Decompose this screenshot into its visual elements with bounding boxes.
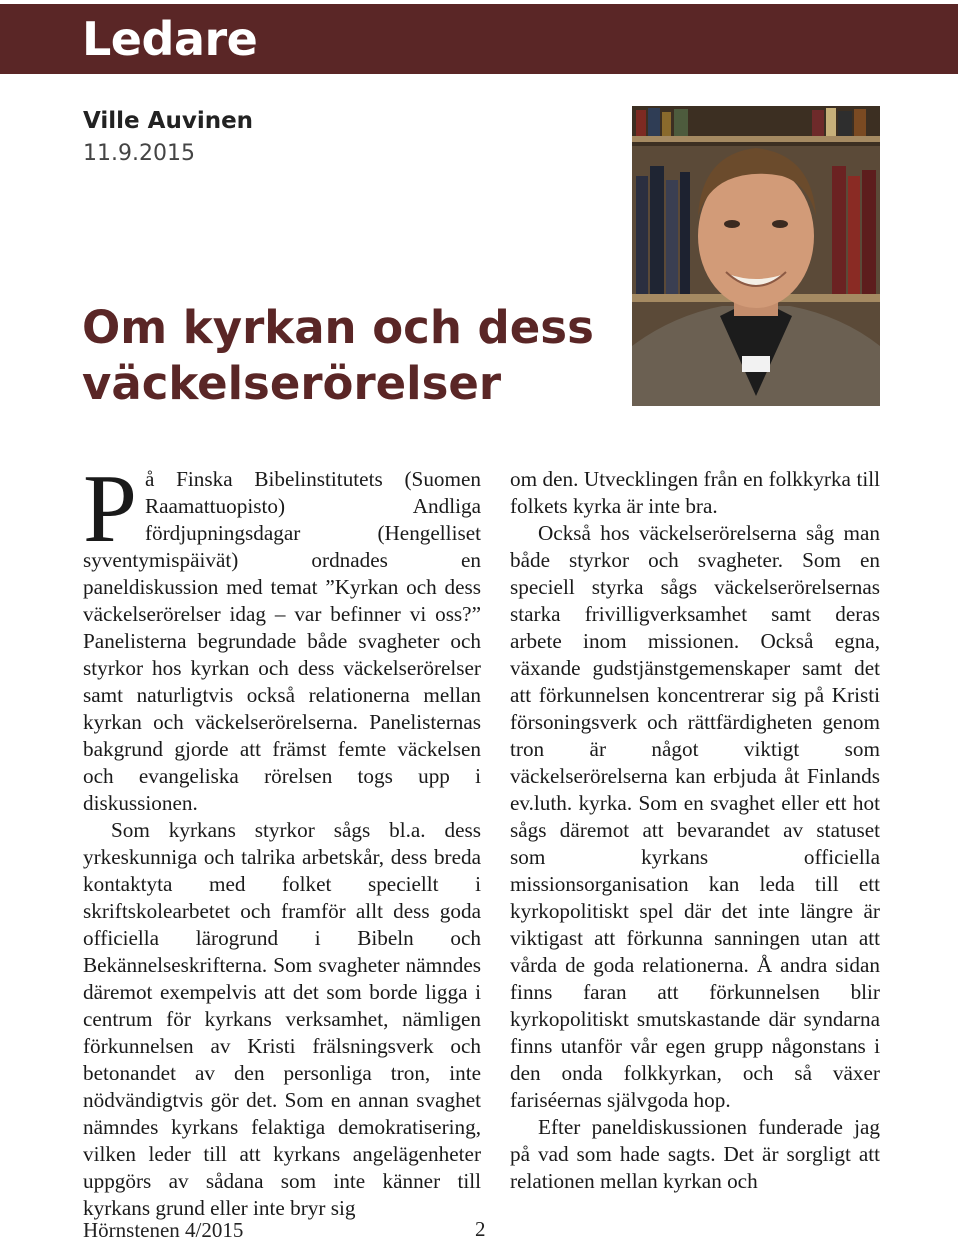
article-column-left [83,455,481,1222]
article-column-right [510,466,880,1195]
publish-date: 11.9.2015 [83,141,195,166]
article-headline [82,300,602,412]
section-title: Ledare [82,12,258,66]
body-paragraph: om den. Utvecklingen från en folkkyrka till folkets kyrka är inte bra. [510,467,880,518]
author-name: Ville Auvinen [83,108,254,134]
body-paragraph: Som kyrkans styrkor sågs bl.a. dess yrkeskunniga och talrika arbetskår, dess breda kontaktyta med folket speciellt i skriftskolearbetet och framför allt dess goda officiella lärogrund i Bibeln och Bekännelseskrifterna. Som svagheter nämndes däremot exempelvis att det som borde ligga i centrum för kyrkans verksamhet, nämligen förkunnelsen av Kristi frälsningsverk och betonandet av den personliga tron, inte nödvändigtvis gör det. Som en annan svaghet nämndes kyrkans felaktiga demokratisering, vilken leder till att kyrkans angelägenheter uppgörs av sådana som inte känner till kyrkans grund eller inte bryr sig [83,818,481,1220]
intro-text: å Finska Bibelinstitutets (Suomen Raamattuopisto) Andliga fördjupningsdagar (Hengelliset syventymispäivät) ordnades en paneldiskussion med temat ”Kyrkan och dess väckelserörelser idag – var befinner vi oss?” Panelisterna begrundade både svagheter och styrkor hos kyrkan och dess väckelserörelser samt naturligtvis också relationerna mellan kyrkan och väckelserörelserna. Panelisternas bakgrund gjorde att främst femte väckelsen och evangeliska rörelsen togs upp i diskussionen. [83,467,481,815]
author-photo [632,106,880,406]
publication-name: Hörnstenen 4/2015 [83,1218,244,1242]
portrait-image [632,106,880,406]
section-header-bar [0,4,958,74]
drop-cap: P [83,455,137,562]
body-paragraph: Efter paneldiskussionen funderade jag på vad som hade sagts. Det är sorgligt att relationen mellan kyrkan och [510,1115,880,1193]
headline-line-2: väckelserörelser [82,357,502,410]
page-number: 2 [475,1217,486,1241]
intro-paragraph [83,455,481,817]
headline-line-1: Om kyrkan och dess [82,301,594,354]
body-paragraph: Också hos väckelserörelserna såg man både styrkor och svagheter. Som en speciell styrka sågs väckelserörelsernas starka frivilligverksamhet samt deras arbete inom missionen. Också egna, växande gudstjänstgemenskaper samt det att förkunnelsen koncentrerar sig på Kristi försoningsverk och rättfärdigheten genom tron är något viktigt som väckelserörelserna kan erbjuda åt Finlands ev.luth. kyrka. Som en svaghet eller ett hot sågs däremot att bevarandet av statuset som kyrkans officiella missionsorganisation kan leda till ett kyrkopolitiskt spel där det inte längre är viktigast att förkunna sanningen utan att vårda de goda relationerna. Å andra sidan finns faran att förkunnelsen blir kyrkopolitiskt smutskastande där syndarna finns utanför vår egen grupp någonstans i den onda folkkyrkan, och så växer fariséernas självgoda hop. [510,521,880,1112]
